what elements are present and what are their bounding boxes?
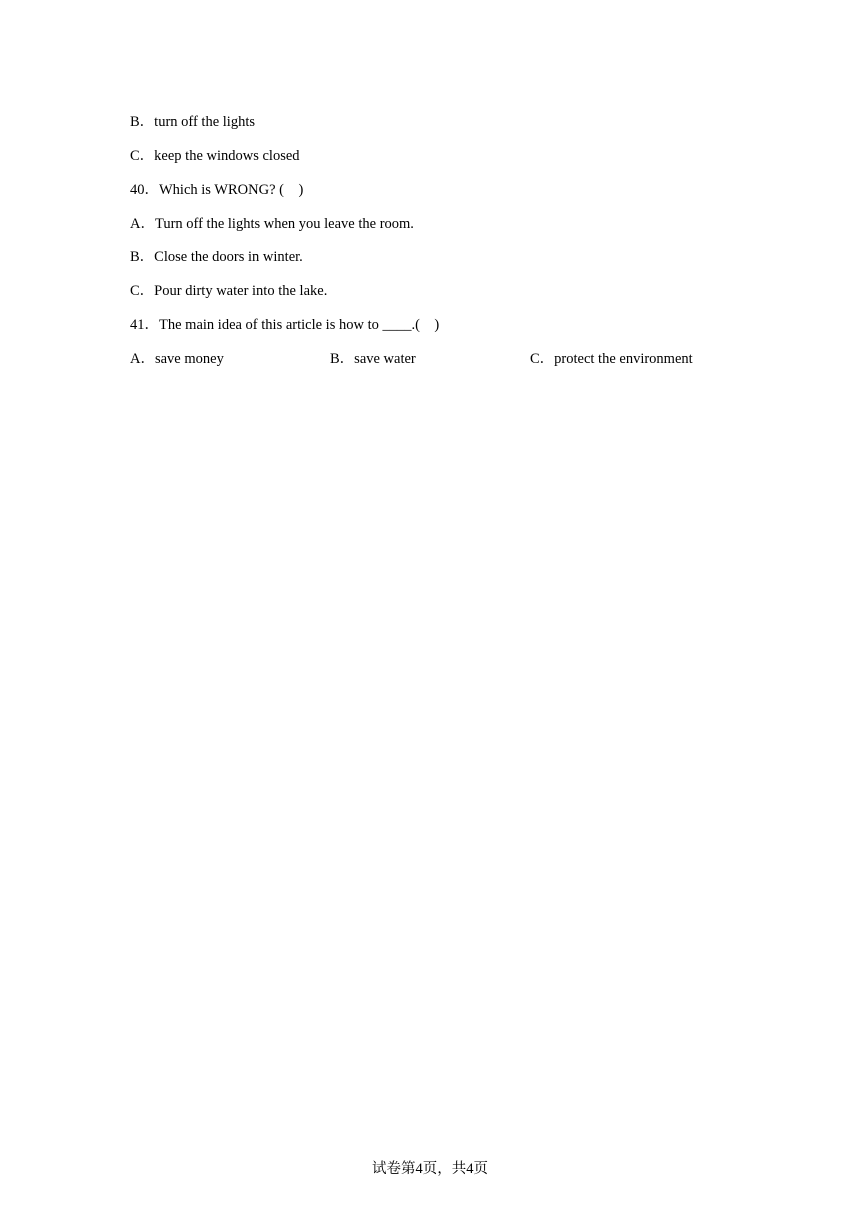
q41-option-a: A．save money [130,351,224,367]
q40-option-b: B．Close the doors in winter. [130,249,303,265]
q41-option-b: B．save water [330,351,416,367]
page-footer: 试卷第4页，共4页 [372,1161,488,1177]
q40-option-a: A．Turn off the lights when you leave the room. [130,216,414,232]
q39-option-b: B．turn off the lights [130,114,255,130]
q41-stem: 41．The main idea of this article is how to ____.( ) [130,317,440,333]
q39-option-c: C．keep the windows closed [130,148,300,164]
q40-stem: 40．Which is WRONG? ( ) [130,182,304,198]
q41-option-c: C．protect the environment [530,351,693,367]
q40-option-c: C．Pour dirty water into the lake. [130,283,328,299]
